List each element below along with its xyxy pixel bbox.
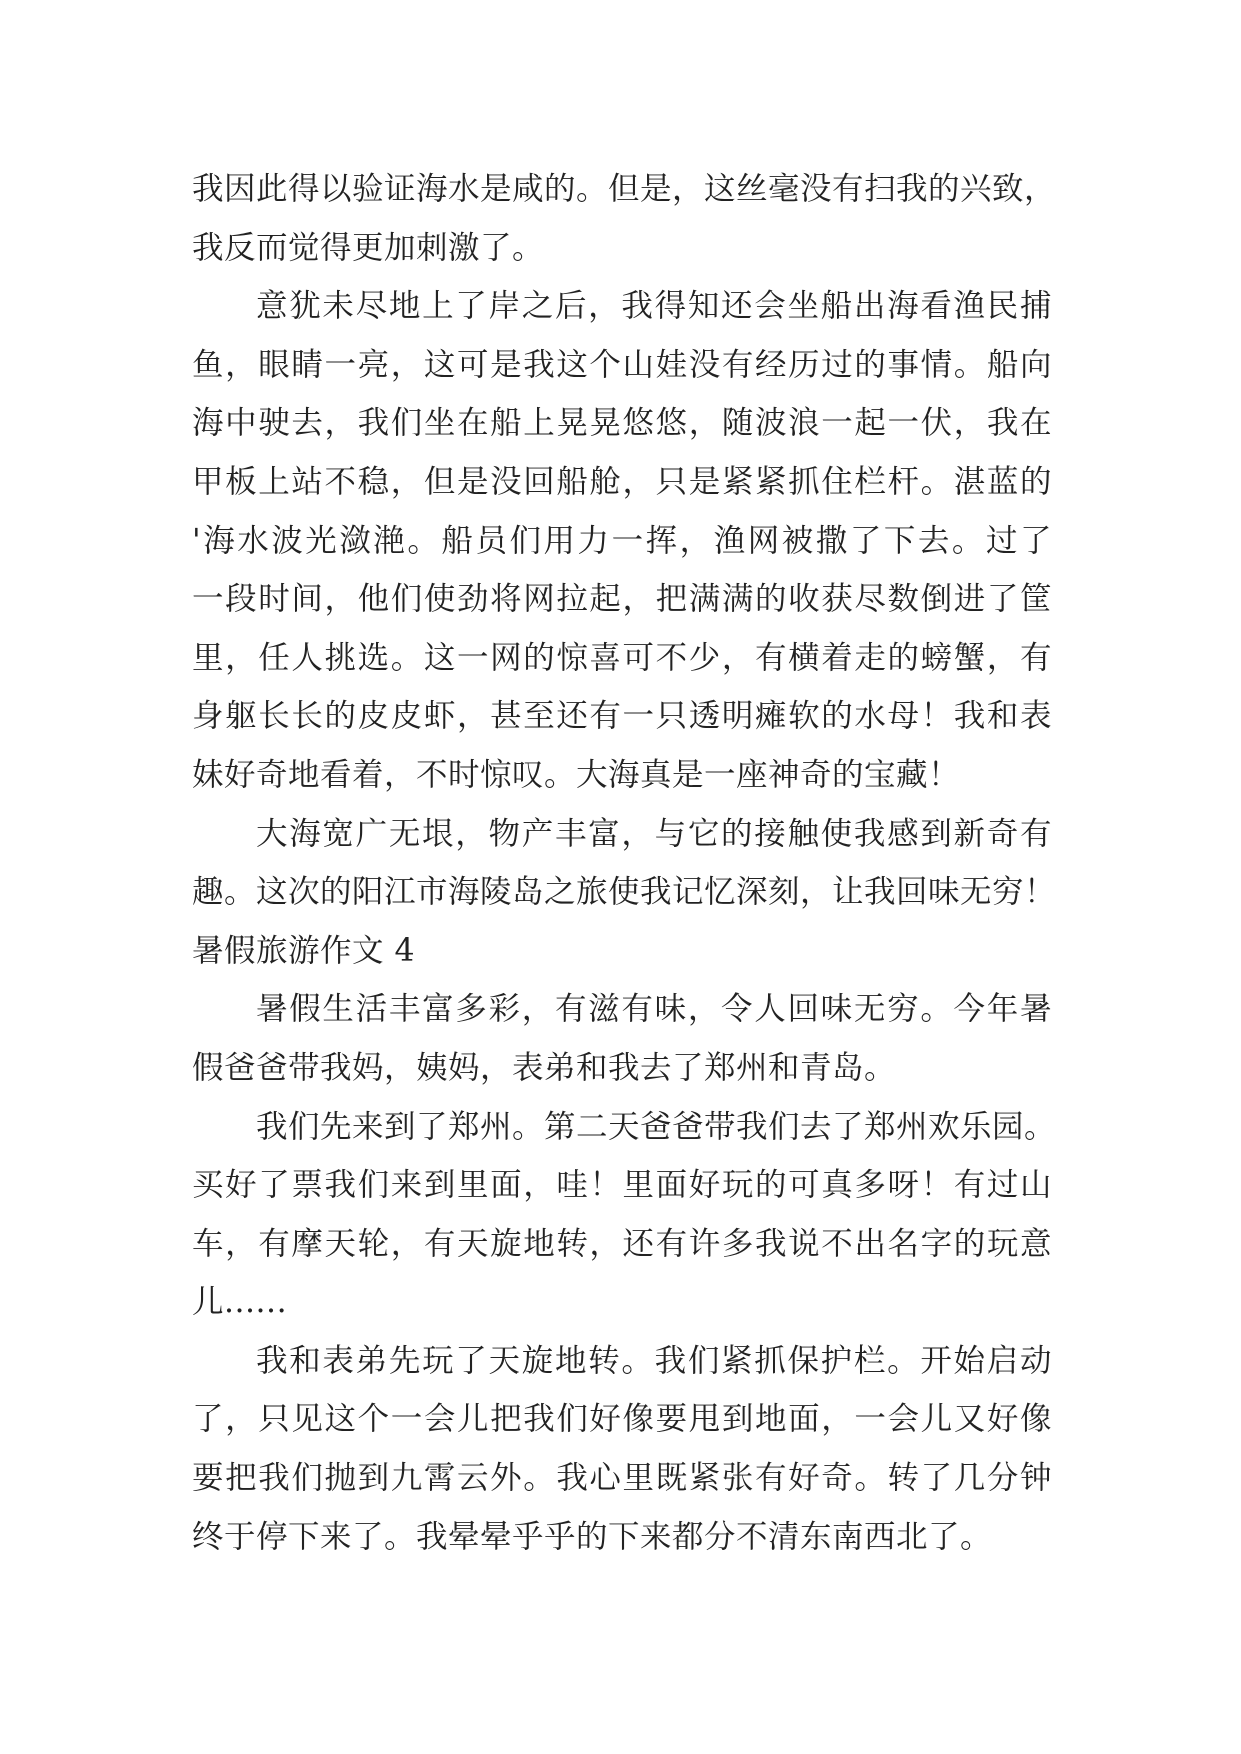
text-line: 一段时间，他们使劲将网拉起，把满满的收获尽数倒进了筐 (192, 581, 1052, 618)
text-line: 买好了票我们来到里面，哇！里面好玩的可真多呀！有过山 (192, 1167, 1052, 1204)
text-line: 鱼，眼睛一亮，这可是我这个山娃没有经历过的事情。船向 (192, 346, 1052, 383)
text-line: 甲板上站不稳，但是没回船舱，只是紧紧抓住栏杆。湛蓝的 (192, 463, 1052, 500)
text-line: 我因此得以验证海水是咸的。但是，这丝毫没有扫我的兴致， (192, 171, 1057, 207)
text-line: 车，有摩天轮，有天旋地转，还有许多我说不出名字的玩意 (192, 1225, 1052, 1262)
document-body (192, 160, 1057, 1566)
text-line: 妹好奇地看着，不时惊叹。大海真是一座神奇的宝藏！ (192, 756, 961, 793)
paragraph-start-line: 暑假生活丰富多彩，有滋有味，令人回味无穷。今年暑 (256, 991, 1052, 1028)
text-line: 了，只见这个一会儿把我们好像要甩到地面，一会儿又好像 (192, 1401, 1052, 1438)
text-line: 趣。这次的阳江市海陵岛之旅使我记忆深刻，让我回味无穷！ (192, 874, 1057, 911)
text-line: 海中驶去，我们坐在船上晃晃悠悠，随波浪一起一伏，我在 (192, 405, 1052, 442)
text-line: 要把我们抛到九霄云外。我心里既紧张有好奇。转了几分钟 (192, 1460, 1052, 1497)
paragraph-start-line: 我们先来到了郑州。第二天爸爸带我们去了郑州欢乐园。 (256, 1108, 1057, 1145)
paragraph-start-line: 大海宽广无垠，物产丰富，与它的接触使我感到新奇有 (256, 815, 1052, 852)
text-line: 终于停下来了。我晕晕乎乎的下来都分不清东南西北了。 (192, 1518, 993, 1555)
paragraph-start-line: 意犹未尽地上了岸之后，我得知还会坐船出海看渔民捕 (256, 288, 1052, 325)
paragraph-start-line: 我和表弟先玩了天旋地转。我们紧抓保护栏。开始启动 (256, 1342, 1052, 1379)
text-line: 里，任人挑选。这一网的惊喜可不少，有横着走的螃蟹，有 (192, 639, 1052, 676)
section-heading: 暑假旅游作文 4 (192, 932, 416, 969)
text-line: 儿...... (192, 1284, 288, 1321)
text-line: '海水波光潋滟。船员们用力一挥，渔网被撒了下去。过了 (192, 522, 1052, 559)
text-line: 假爸爸带我妈，姨妈，表弟和我去了郑州和青岛。 (192, 1049, 897, 1086)
text-line: 身躯长长的皮皮虾，甚至还有一只透明瘫软的水母！我和表 (192, 698, 1052, 735)
text-line: 我反而觉得更加刺激了。 (192, 229, 545, 266)
